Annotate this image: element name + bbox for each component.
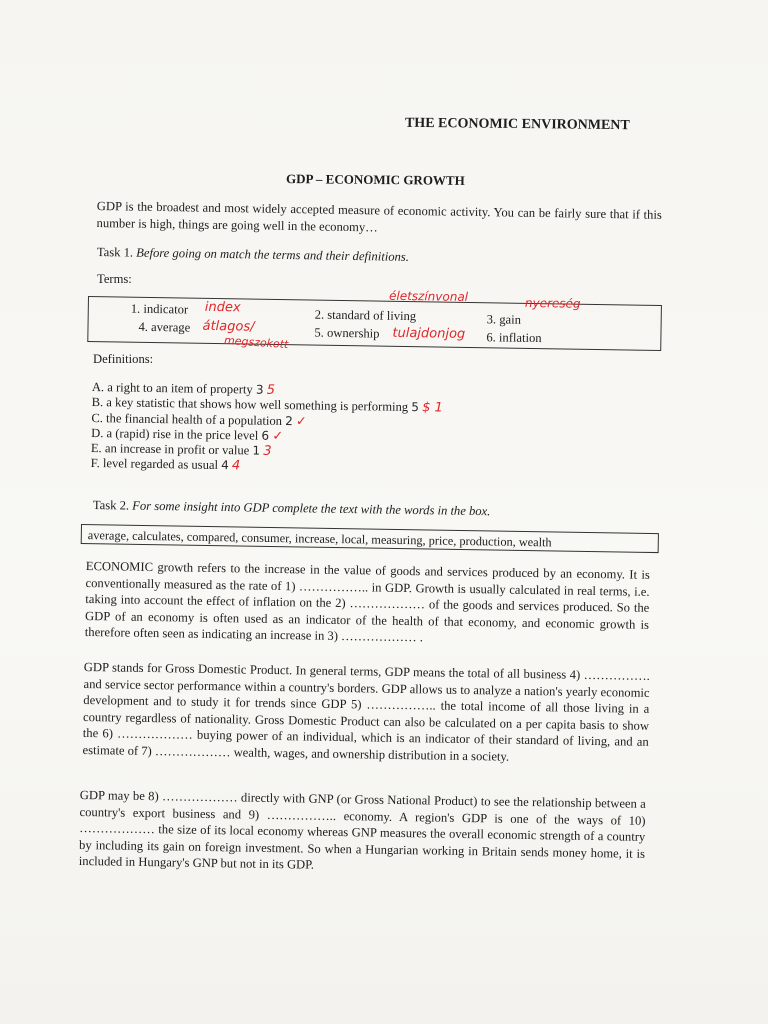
handwritten-answer: 4	[231, 458, 241, 474]
definition-text: C. the financial health of a population	[91, 410, 283, 428]
paragraph-economic-growth: ECONOMIC growth refers to the increase in the value of goods and services produced by an economy. It is conventionally measured as the rate of 1) …………….. in GDP. Growth is usually calculated in real terms, i.e. taking into account the effect of inflation on the 2) ……………… of the goods and services produced. So the GDP of an economy is often used as an indicator of the health of that economy, and economic growth is therefore often seen as indicating an increase in 3) ……………… .	[84, 558, 650, 645]
terms-label: Terms:	[97, 272, 132, 286]
task2-prefix: Task 2.	[92, 498, 133, 513]
handwritten-answer: ✓	[295, 413, 307, 429]
handwritten-note-megszokott: megszokott	[223, 333, 289, 352]
task1-heading	[97, 245, 409, 265]
pencil-answer: 2	[285, 413, 293, 428]
term-standard-of-living: 2. standard of living	[314, 307, 417, 324]
definition-text: B. a key statistic that shows how well something is performing	[91, 395, 409, 415]
task2-instruction: For some insight into GDP complete the text with the words in the box.	[132, 498, 491, 519]
terms-box	[87, 288, 662, 351]
definition-text: A. a right to an item of property	[91, 380, 253, 397]
page-title: THE ECONOMIC ENVIRONMENT	[404, 115, 630, 134]
term-inflation: 6. inflation	[486, 330, 542, 346]
term-indicator: 1. indicator	[130, 301, 189, 317]
definitions-list	[91, 380, 444, 477]
handwritten-answer: $ 1	[421, 400, 443, 416]
term-standard-of-living-note: életszínvonal	[388, 288, 469, 304]
paragraph-gdp-vs-gnp: GDP may be 8) ……………… directly with GNP (or Gross National Product) to see the relationship between a country's export business and 9) …………….. economy. A region's GDP is one of the ways of 10) ……………… the size of its local economy whereas GNP measures the overall economic strength of a country by including its gain on foreign investment. So when a Hungarian working in Britain sends money home, it is included in Hungary's GNP but not in its GDP.	[78, 787, 646, 872]
term-ownership-note: tulajdonjog	[392, 325, 466, 342]
handwritten-answer: 5	[266, 382, 276, 398]
pencil-answer: 5	[411, 400, 420, 415]
term-gain: 3. gain	[486, 312, 522, 327]
term-average: 4. average	[138, 319, 191, 335]
section-subtitle: GDP – ECONOMIC GROWTH	[285, 171, 465, 188]
term-ownership: 5. ownership	[314, 325, 380, 341]
handwritten-answer: ✓	[272, 428, 284, 444]
word-box: average, calculates, compared, consumer, increase, local, measuring, price, production, wealth	[81, 524, 659, 553]
task1-instruction: Before going on match the terms and their definitions.	[136, 245, 410, 264]
intro-paragraph: GDP is the broadest and most widely accepted measure of economic activity. You can be fairly sure that if this number is high, things are going well in the economy…	[96, 198, 662, 234]
task1-prefix: Task 1.	[96, 245, 137, 260]
definition-text: F. level regarded as usual	[90, 456, 219, 473]
term-indicator-note: index	[204, 299, 241, 316]
paragraph-gdp-definition: GDP stands for Gross Domestic Product. In general terms, GDP means the total of all business 4) ……………. and service sector performance within a country's borders. GDP allows us to analyze a nation's yearly economic development and to study it for trends since GDP 5) …………….. the total income of all those living in a country regardless of nationality. Gross Domestic Product can also be calculated on a per capita basis to show the 6) ……………… buying power of an individual, which is an indicator of their standard of living, and an estimate of 7) ……………… wealth, wages, and ownership distribution in a society.	[82, 659, 650, 764]
pencil-answer: 6	[261, 428, 270, 443]
term-average-note: átlagos/	[202, 318, 255, 335]
pencil-answer: 4	[221, 458, 229, 473]
pencil-answer: 3	[255, 382, 264, 397]
handwritten-answer: 3	[263, 443, 272, 460]
term-gain-note: nyereség	[524, 295, 581, 311]
definitions-label: Definitions:	[93, 352, 154, 366]
definition-text: E. an increase in profit or value	[90, 441, 250, 458]
pencil-answer: 1	[252, 443, 261, 458]
definition-text: D. a (rapid) rise in the price level	[91, 425, 259, 443]
task2-heading	[93, 498, 491, 519]
